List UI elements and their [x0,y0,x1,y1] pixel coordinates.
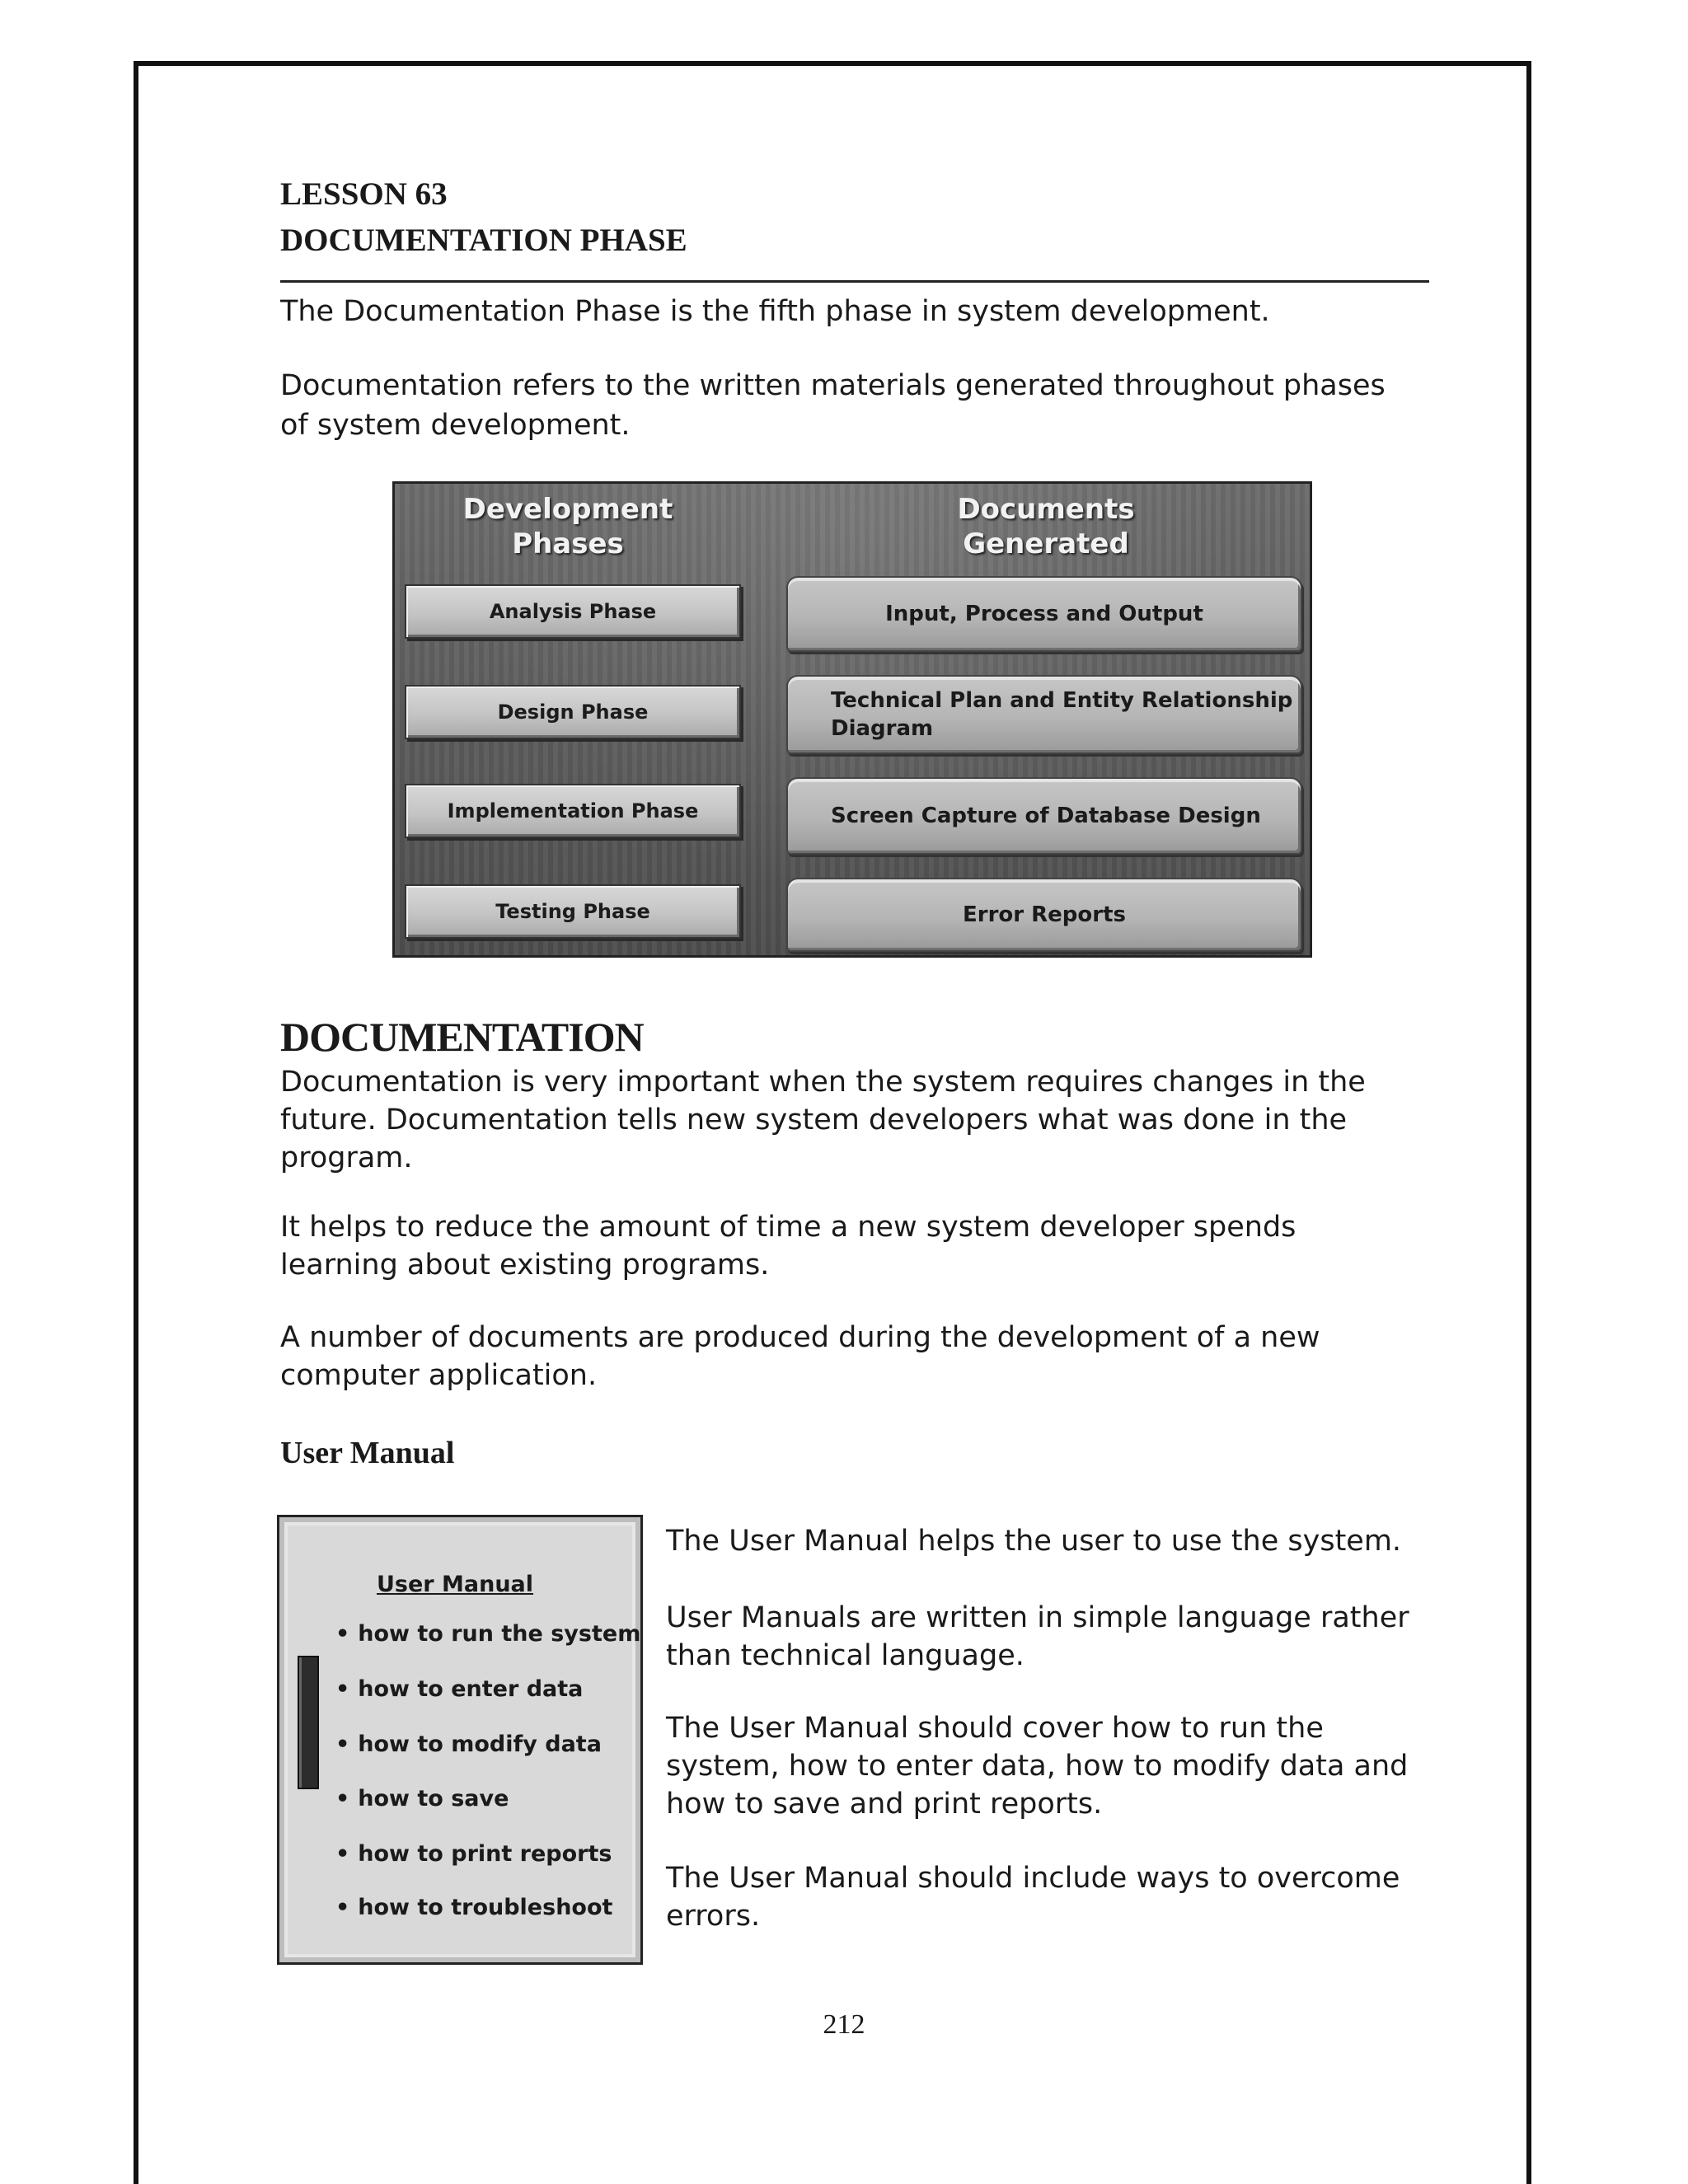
intro-paragraph-2: Documentation refers to the written materials generated throughout phases of system development. [280,369,1386,442]
header-rule [280,280,1429,283]
user-manual-image [277,1515,643,1965]
documentation-paragraph-1: Documentation is very important when the system requires changes in the future. Documentation tells new system developers what was done in the program. [280,1066,1366,1174]
user-manual-image-title: User Manual [377,1572,534,1597]
user-manual-paragraph-3: The User Manual should cover how to run the system, how to enter data, how to modify data and how to save and print reports. [666,1712,1409,1821]
lesson-number: LESSON 63 [280,176,448,212]
testing-phase-button: Testing Phase [405,884,741,939]
user-manual-item: • how to troubleshoot [335,1895,613,1920]
user-manual-heading: User Manual [280,1436,455,1470]
user-manual-item: • how to run the system [335,1621,641,1647]
lesson-title: DOCUMENTATION PHASE [280,223,687,258]
user-manual-item: • how to print reports [335,1841,612,1867]
intro-paragraph-1: The Documentation Phase is the fifth phase in system development. [280,295,1270,328]
user-manual-item: • how to save [335,1786,509,1811]
documents-generated-header: Documents Generated [957,493,1135,560]
scrollbar-graphic [298,1656,319,1789]
implementation-phase-button: Implementation Phase [405,784,741,838]
document-error-reports: Error Reports [786,878,1302,952]
analysis-phase-button: Analysis Phase [405,584,741,639]
documentation-paragraph-2: It helps to reduce the amount of time a new system developer spends learning about existing programs. [280,1211,1296,1282]
development-phases-header: Development Phases [462,493,673,560]
user-manual-paragraph-4: The User Manual should include ways to overcome errors. [666,1862,1400,1933]
documentation-paragraph-3: A number of documents are produced during the development of a new computer application. [280,1321,1320,1392]
user-manual-item: • how to modify data [335,1732,602,1757]
document-technical-plan-erd: Technical Plan and Entity Relationship Diagram [786,675,1302,754]
user-manual-paragraph-1: The User Manual helps the user to use the system. [666,1525,1402,1558]
design-phase-button: Design Phase [405,685,741,739]
user-manual-item: • how to enter data [335,1676,584,1702]
phases-documents-diagram [392,481,1312,958]
page-number: 212 [823,2009,865,2040]
lesson-header [280,171,687,264]
user-manual-paragraph-2: User Manuals are written in simple language rather than technical language. [666,1601,1409,1672]
document-input-process-output: Input, Process and Output [786,576,1302,652]
document-screen-capture: Screen Capture of Database Design [786,777,1302,855]
documentation-heading: DOCUMENTATION [280,1014,644,1060]
